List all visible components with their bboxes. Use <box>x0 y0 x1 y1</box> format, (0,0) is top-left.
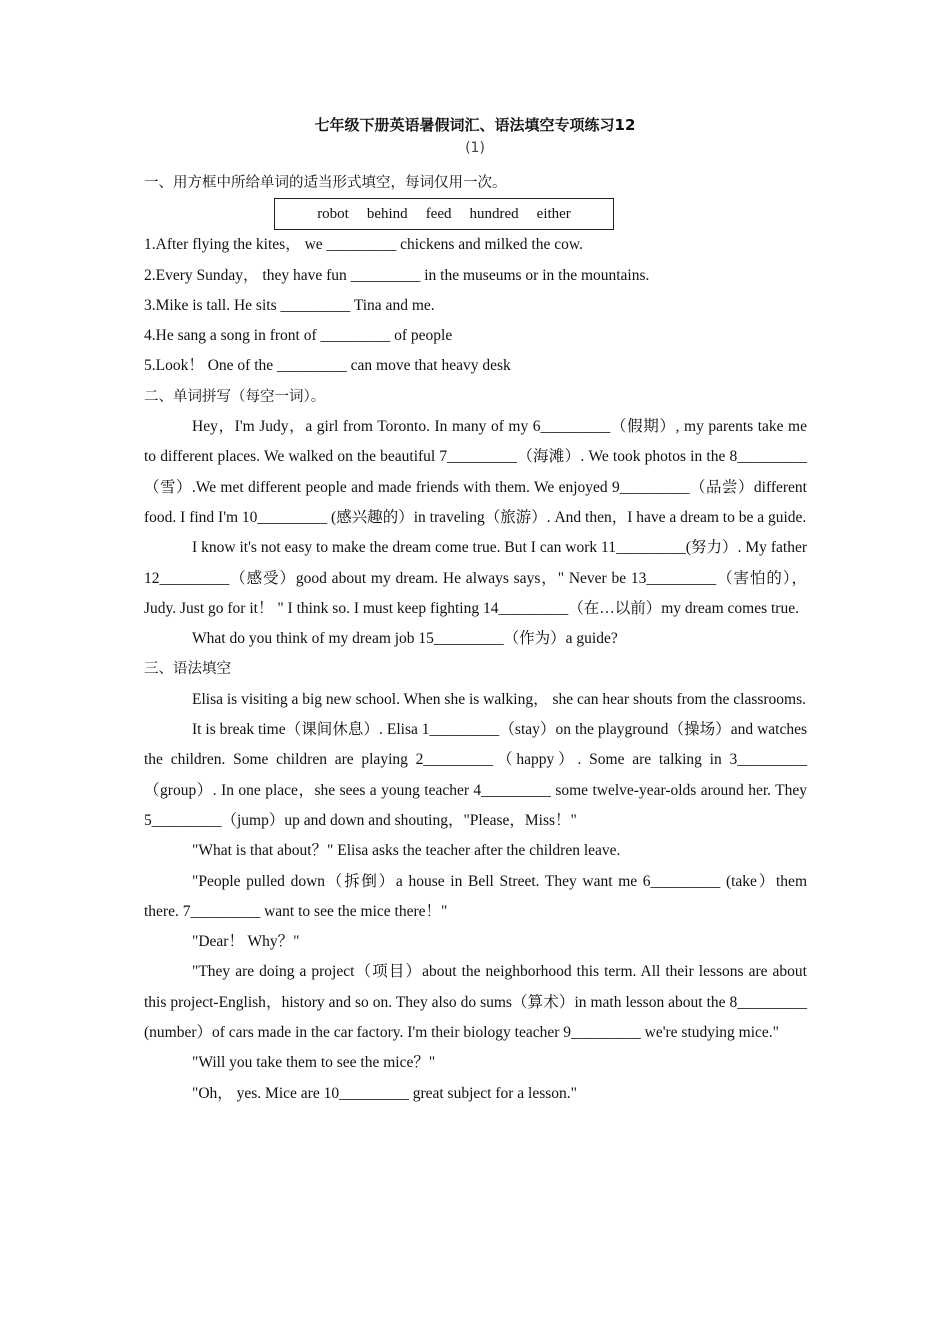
passage-paragraph: "Dear！ Why？" <box>192 933 300 951</box>
word-bank-item: hundred <box>469 206 519 223</box>
word-bank-item: either <box>536 206 571 223</box>
exercise-item: 5.Look！ One of the _________ can move that heavy desk <box>144 357 511 375</box>
passage-paragraph: "What is that about？" Elisa asks the teacher after the children leave. <box>192 842 621 860</box>
passage-paragraph: I know it's not easy to make the dream come true. But I can work 11_________(努力）. My father 12_________（感受）good about my dream. He always says，" Never be 13_________（害怕的）， Judy. Just go for it！ " I think so. I must keep fighting 14_________（在…以前）my dream comes true. <box>144 539 807 617</box>
section-heading: 二、单词拼写（每空一词）。 <box>144 388 326 405</box>
passage-paragraph: What do you think of my dream job 15_________（作为）a guide? <box>192 630 618 648</box>
word-bank-item: feed <box>425 206 452 223</box>
passage-paragraph: "Will you take them to see the mice？" <box>192 1054 436 1072</box>
exercise-item: 3.Mike is tall. He sits _________ Tina and me. <box>144 296 435 314</box>
passage-paragraph: "People pulled down（拆倒）a house in Bell Street. They want me 6_________ (take）them there. 7_________ want to see the mice there！" <box>144 872 807 920</box>
page-subtitle: (1) <box>465 140 485 156</box>
section-heading: 三、语法填空 <box>144 661 231 678</box>
passage-paragraph: Hey，I'm Judy，a girl from Toronto. In many of my 6_________（假期）, my parents take me to different places. We walked on the beautiful 7_________（海滩）. We took photos in the 8_________（雪）.We met different people and made friends with them. We enjoyed 9_________（品尝）different food. I find I'm 10_________ (感兴趣的）in traveling（旅游）. And then，I have a dream to be a guide. <box>144 418 807 526</box>
exercise-item: 2.Every Sunday， they have fun _________ in the museums or in the mountains. <box>144 266 650 284</box>
passage-paragraph: It is break time（课间休息）. Elisa 1_________（stay）on the playground（操场）and watches the children. Some children are playing 2_________（happy）. Some are talking in 3_________（group）. In one place，she sees a young teacher 4_________ some twelve-year-olds around her. They 5_________（jump）up and down and shouting，"Please，Miss！" <box>144 721 807 829</box>
document-body <box>144 168 807 1109</box>
page-title: 七年级下册英语暑假词汇、语法填空专项练习12 <box>314 116 636 134</box>
section-heading: 一、用方框中所给单词的适当形式填空，每词仅用一次。 <box>144 175 507 191</box>
word-bank-box <box>274 198 614 230</box>
passage-paragraph: "Oh， yes. Mice are 10_________ great subject for a lesson." <box>192 1084 577 1102</box>
passage-paragraph: Elisa is visiting a big new school. When she is walking， she can hear shouts from the classrooms. <box>192 690 807 708</box>
word-bank-item: robot <box>317 206 349 223</box>
exercise-item: 1.After flying the kites， we _________ chickens and milked the cow. <box>144 236 583 254</box>
word-bank-item: behind <box>366 206 408 223</box>
passage-paragraph: "They are doing a project（项目）about the neighborhood this term. All their lessons are about this project-English，history and so on. They also do sums（算术）in math lesson about the 8_________ (number）of cars made in the car factory. I'm their biology teacher 9_________ we're studying mice." <box>144 963 807 1042</box>
exercise-item: 4.He sang a song in front of _________ of people <box>144 327 453 345</box>
